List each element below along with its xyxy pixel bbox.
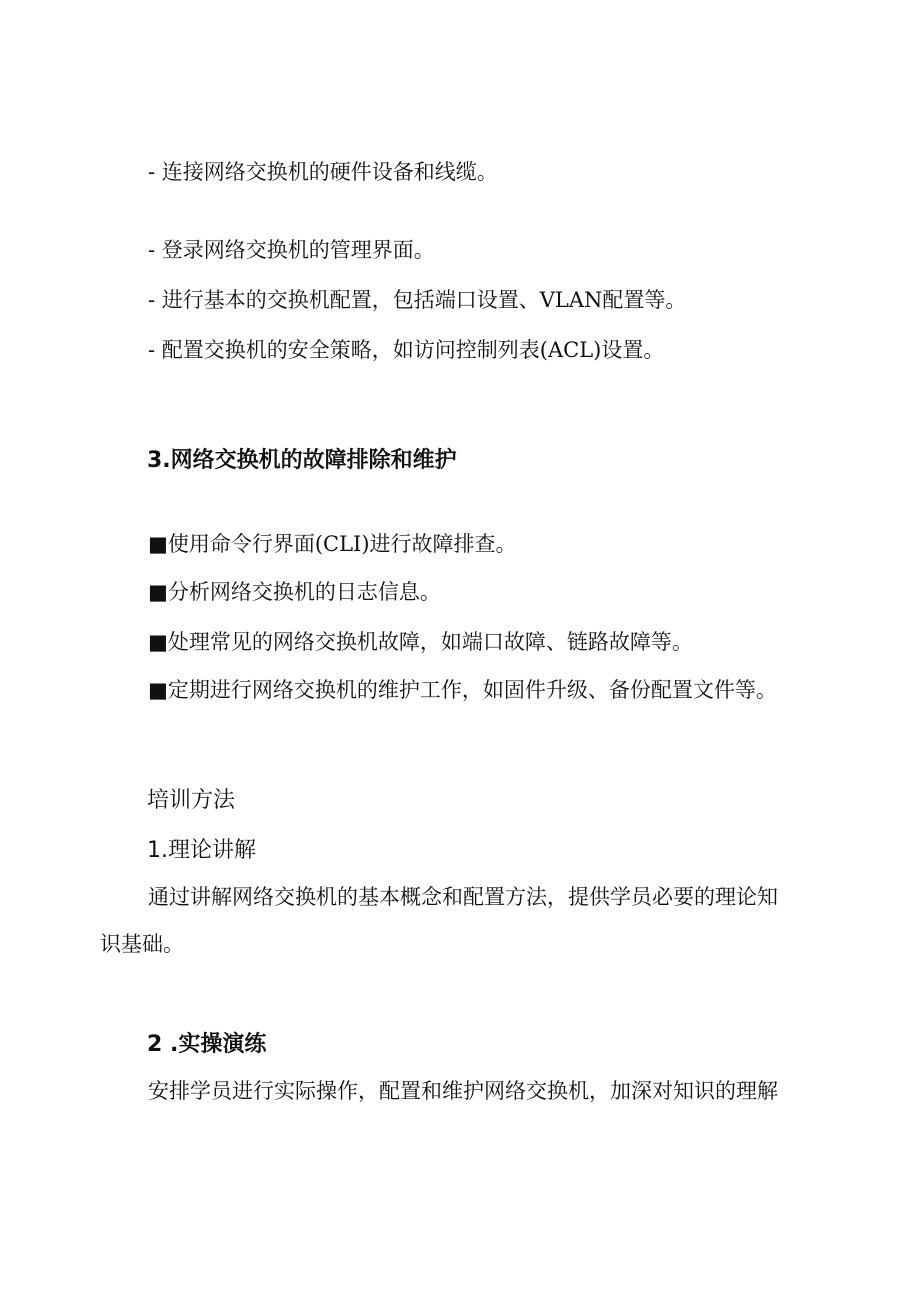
method-1-heading: 1.理论讲解 (147, 838, 256, 863)
troubleshoot-item-1: ■使用命令行界面(CLI)进行故障排查。 (148, 532, 517, 556)
method-1-text-line-2: 识基础。 (100, 932, 184, 956)
troubleshoot-item-3: ■处理常见的网络交换机故障，如端口故障、链路故障等。 (148, 630, 693, 654)
config-step-3: - 进行基本的交换机配置，包括端口设置、VLAN配置等。 (148, 288, 687, 312)
section3-heading: 3.网络交换机的故障排除和维护 (147, 448, 457, 473)
config-step-1: - 连接网络交换机的硬件设备和线缆。 (148, 160, 498, 184)
troubleshoot-item-4: ■定期进行网络交换机的维护工作，如固件升级、备份配置文件等。 (148, 678, 777, 702)
method-2-text-line-1: 安排学员进行实际操作，配置和维护网络交换机，加深对知识的理解 (148, 1079, 778, 1103)
training-methods-heading: 培训方法 (147, 788, 236, 813)
config-step-4: - 配置交换机的安全策略，如访问控制列表(ACL)设置。 (148, 338, 665, 362)
method-1-text-line-1: 通过讲解网络交换机的基本概念和配置方法，提供学员必要的理论知 (148, 885, 778, 909)
method-2-heading: 2 .实操演练 (147, 1032, 267, 1057)
troubleshoot-item-2: ■分析网络交换机的日志信息。 (148, 580, 441, 604)
config-step-2: - 登录网络交换机的管理界面。 (148, 238, 435, 262)
